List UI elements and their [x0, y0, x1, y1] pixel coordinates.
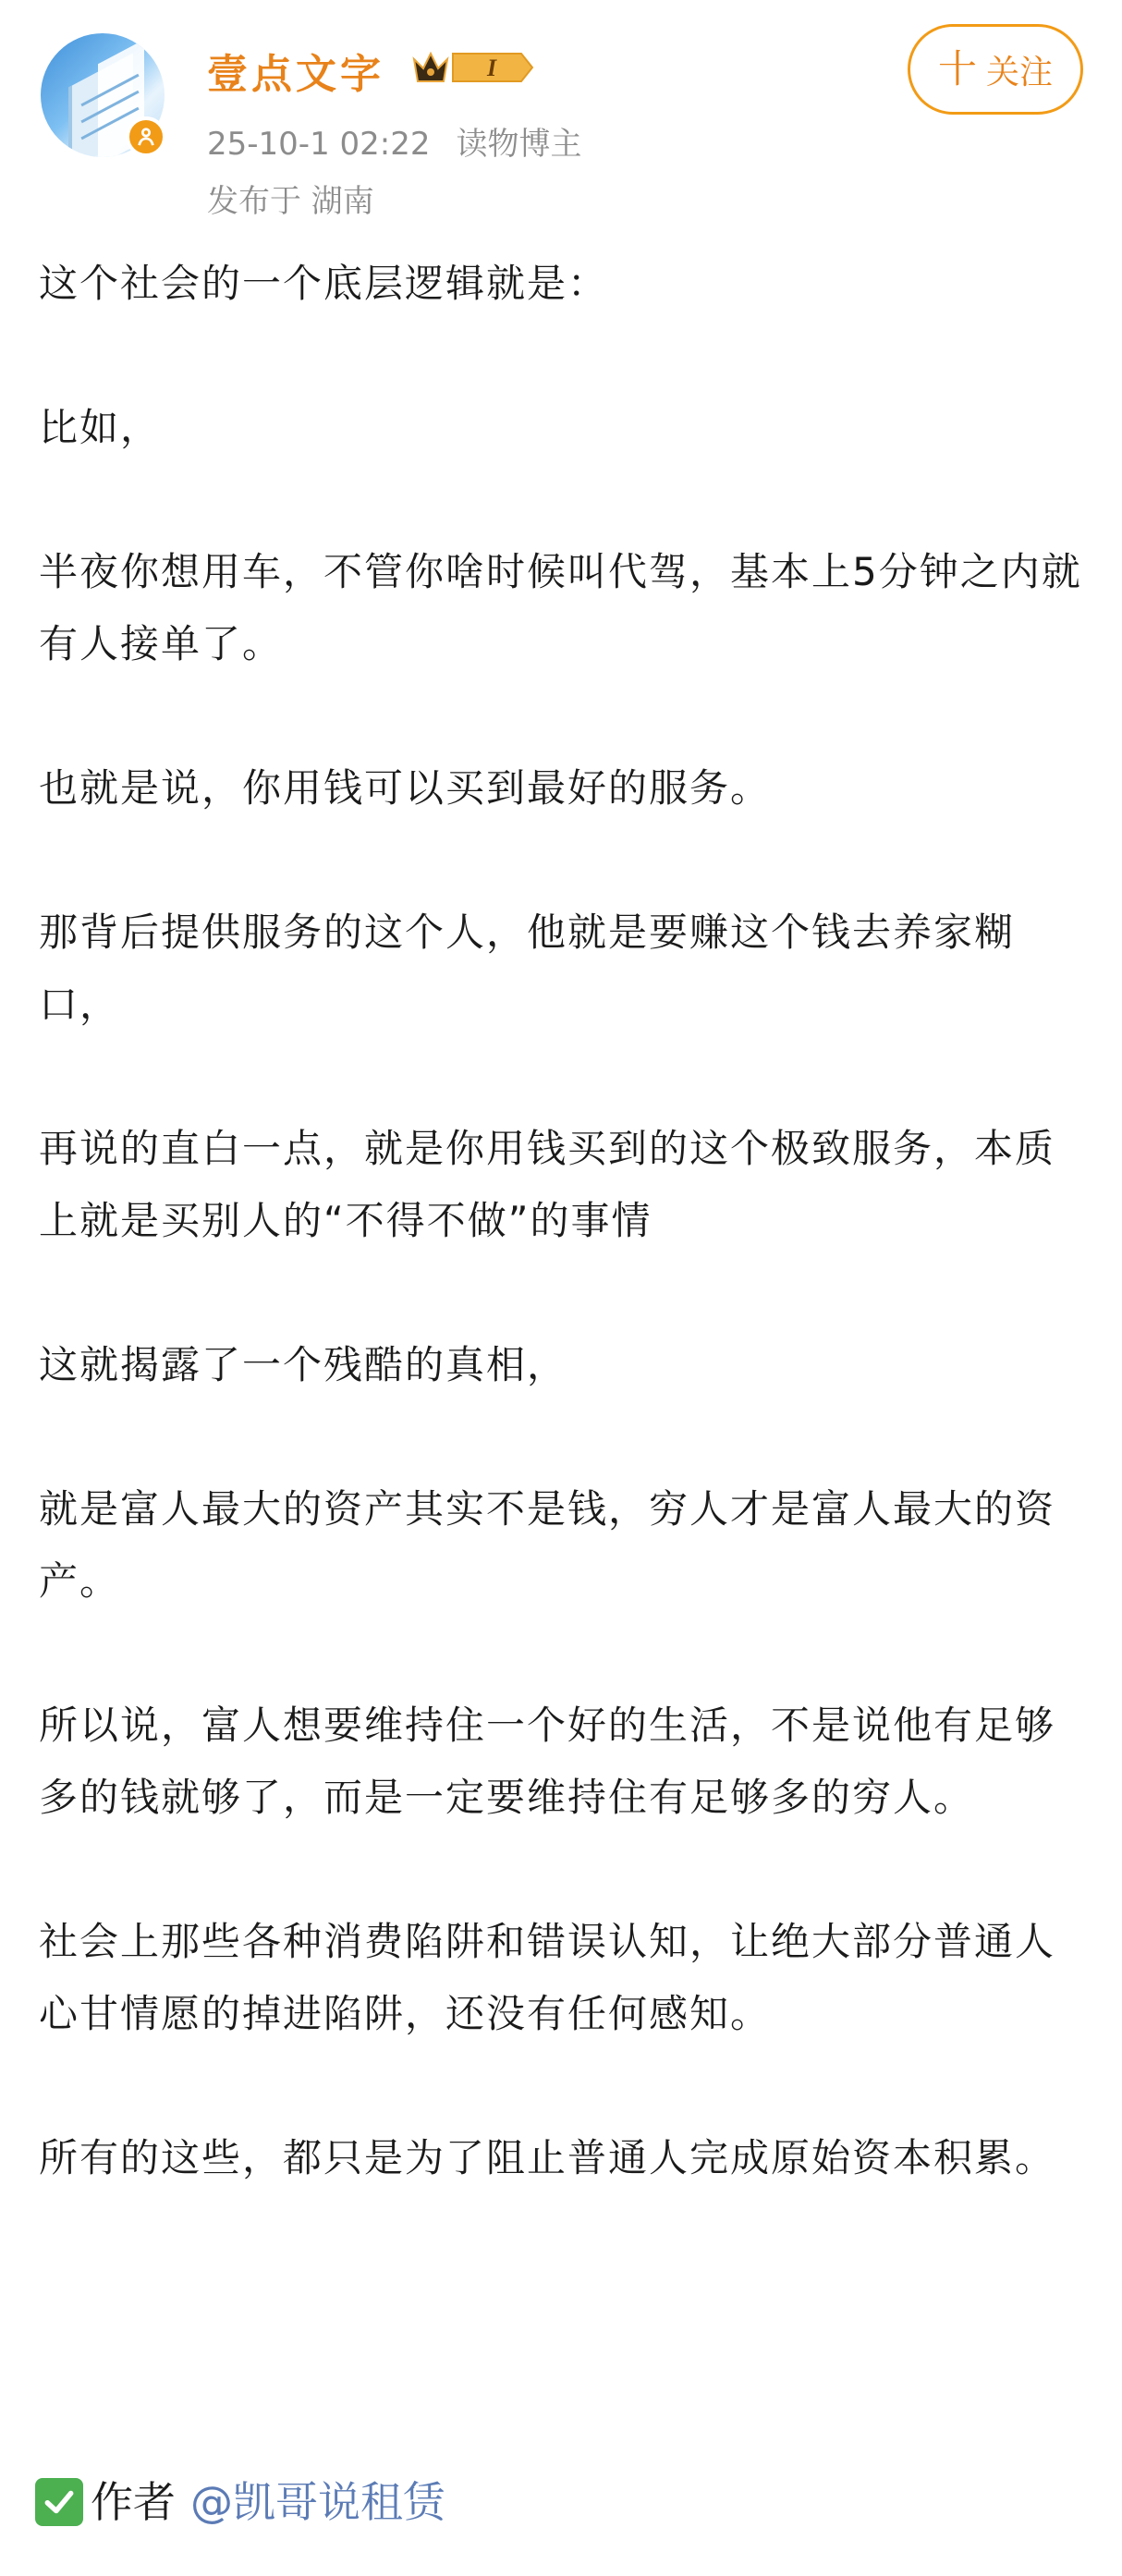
post-header	[0, 0, 1122, 222]
paragraph: 这个社会的一个底层逻辑就是：	[39, 261, 609, 306]
author-mention-link[interactable]: @凯哥说租赁	[190, 2477, 445, 2527]
author-credit	[35, 2466, 445, 2538]
paragraph: 比如，	[39, 405, 162, 450]
paragraph: 这就揭露了一个残酷的真相，	[39, 1342, 568, 1387]
post-location: 发布于 湖南	[207, 183, 374, 220]
paragraph: 社会上那些各种消费陷阱和错误认知，让绝大部分普通人心甘情愿的掉进陷阱，还没有任何感知。	[39, 1919, 1056, 2036]
crown-level-badge-icon[interactable]	[410, 46, 534, 89]
verified-badge-icon	[126, 116, 166, 157]
paragraph: 也就是说，你用钱可以买到最好的服务。	[39, 765, 772, 811]
post-timestamp: 25-10-1 02:22	[207, 126, 431, 163]
paragraph: 半夜你想用车，不管你啥时候叫代驾，基本上5分钟之内就有人接单了。	[39, 549, 1082, 666]
paragraph: 那背后提供服务的这个人，他就是要赚这个钱去养家糊口，	[39, 910, 1016, 1027]
paragraph: 所以说，富人想要维持住一个好的生活，不是说他有足够多的钱就够了，而是一定要维持住有足够多的穷人。	[39, 1703, 1056, 1820]
post-meta	[207, 118, 582, 164]
username[interactable]: 壹点文字	[207, 51, 384, 98]
check-mark-icon	[35, 2478, 83, 2526]
follow-button[interactable]	[908, 24, 1083, 115]
follow-label: 关注	[986, 53, 1054, 92]
paragraph: 就是富人最大的资产其实不是钱，穷人才是富人最大的资产。	[39, 1486, 1056, 1604]
post-body	[39, 248, 1092, 2266]
badge-level: I	[486, 55, 497, 81]
author-role: 读物博主	[456, 126, 582, 163]
paragraph: 所有的这些，都只是为了阻止普通人完成原始资本积累。	[39, 2135, 1056, 2180]
author-prefix: 作者	[91, 2477, 176, 2527]
plus-icon: 十	[937, 46, 977, 92]
paragraph: 再说的直白一点，就是你用钱买到的这个极致服务，本质上就是买别人的“不得不做”的事情	[39, 1126, 1056, 1243]
